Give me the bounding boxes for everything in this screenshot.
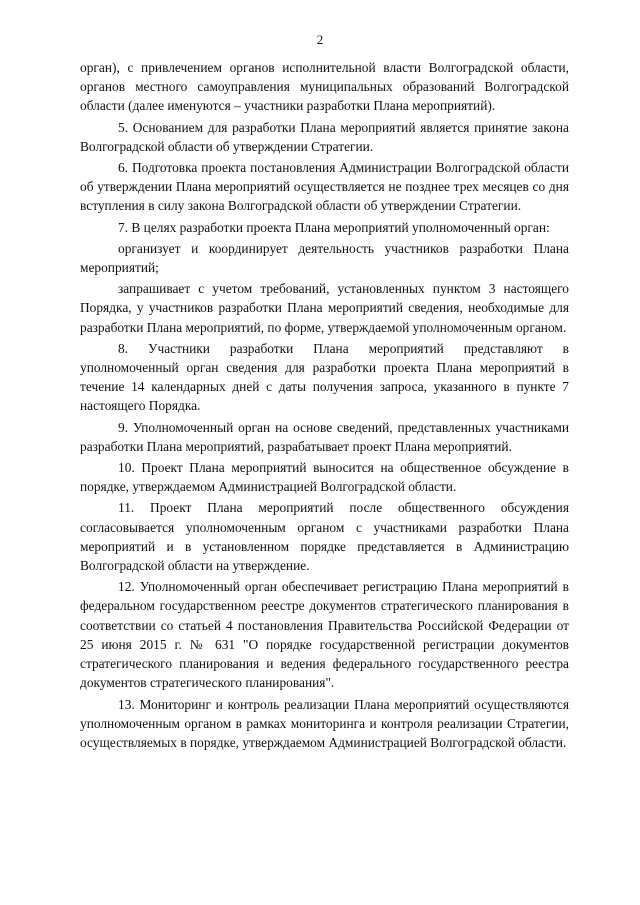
- document-body: [80, 58, 569, 754]
- paragraph-item-10: 10. Проект Плана мероприятий выносится на общественное обсуждение в порядке, утверждаемом Администрацией Волгоградской области.: [80, 460, 569, 495]
- paragraph-item-7-sub-2: запрашивает с учетом требований, установленных пунктом 3 настоящего Порядка, у участников разработки Плана мероприятий сведения, необходимые для разработки Плана мероприятий, по форме, утверждаемой уполномоченным органом.: [80, 281, 569, 335]
- paragraph-item-13: 13. Мониторинг и контроль реализации Плана мероприятий осуществляются уполномоченным органом в рамках мониторинга и контроля реализации Стратегии, осуществляемых в порядке, утверждаемом Администрацией Волгоградской области.: [80, 696, 569, 750]
- paragraph-item-6: 6. Подготовка проекта постановления Администрации Волгоградской области об утверждении Плана мероприятий осуществляется не позднее трех месяцев со дня вступления в силу закона Волгоградской области об утверждении Стратегии.: [80, 160, 569, 214]
- paragraph-item-12: 12. Уполномоченный орган обеспечивает регистрацию Плана мероприятий в федеральном государственном реестре документов стратегического планирования в соответствии со статьей 4 постановления Правительства Российской Федерации от 25 июня 2015 г. № 631 "О порядке государственной регистрации документов стратегического планирования и ведения федерального государственного реестра документов стратегического планирования".: [80, 579, 569, 691]
- page-number: 2: [316, 32, 324, 47]
- paragraph-continuation: орган), с привлечением органов исполнительной власти Волгоградской области, органов местного самоуправления муниципальных образований Волгоградской области (далее именуются – участники разработки Плана мероприятий).: [80, 60, 569, 114]
- paragraph-item-8: 8. Участники разработки Плана мероприятий представляют в уполномоченный орган сведения для разработки проекта Плана мероприятий в течение 14 календарных дней с даты получения запроса, указанного в пункте 7 настоящего Порядка.: [80, 340, 569, 414]
- paragraph-item-5: 5. Основанием для разработки Плана мероприятий является принятие закона Волгоградской области об утверждении Стратегии.: [80, 119, 569, 154]
- paragraph-item-7-sub-1: организует и координирует деятельность участников разработки Плана мероприятий;: [80, 240, 569, 276]
- paragraph-item-7: 7. В целях разработки проекта Плана мероприятий уполномоченный орган:: [118, 219, 550, 235]
- paragraph-item-9: 9. Уполномоченный орган на основе сведений, представленных участниками разработки Плана мероприятий, разрабатывает проект Плана мероприятий.: [80, 419, 569, 454]
- paragraph-item-11: 11. Проект Плана мероприятий после общественного обсуждения согласовывается уполномоченным органом с участниками разработки Плана мероприятий и в установленном порядке представляется в Администрацию Волгоградской области на утверждение.: [80, 500, 569, 574]
